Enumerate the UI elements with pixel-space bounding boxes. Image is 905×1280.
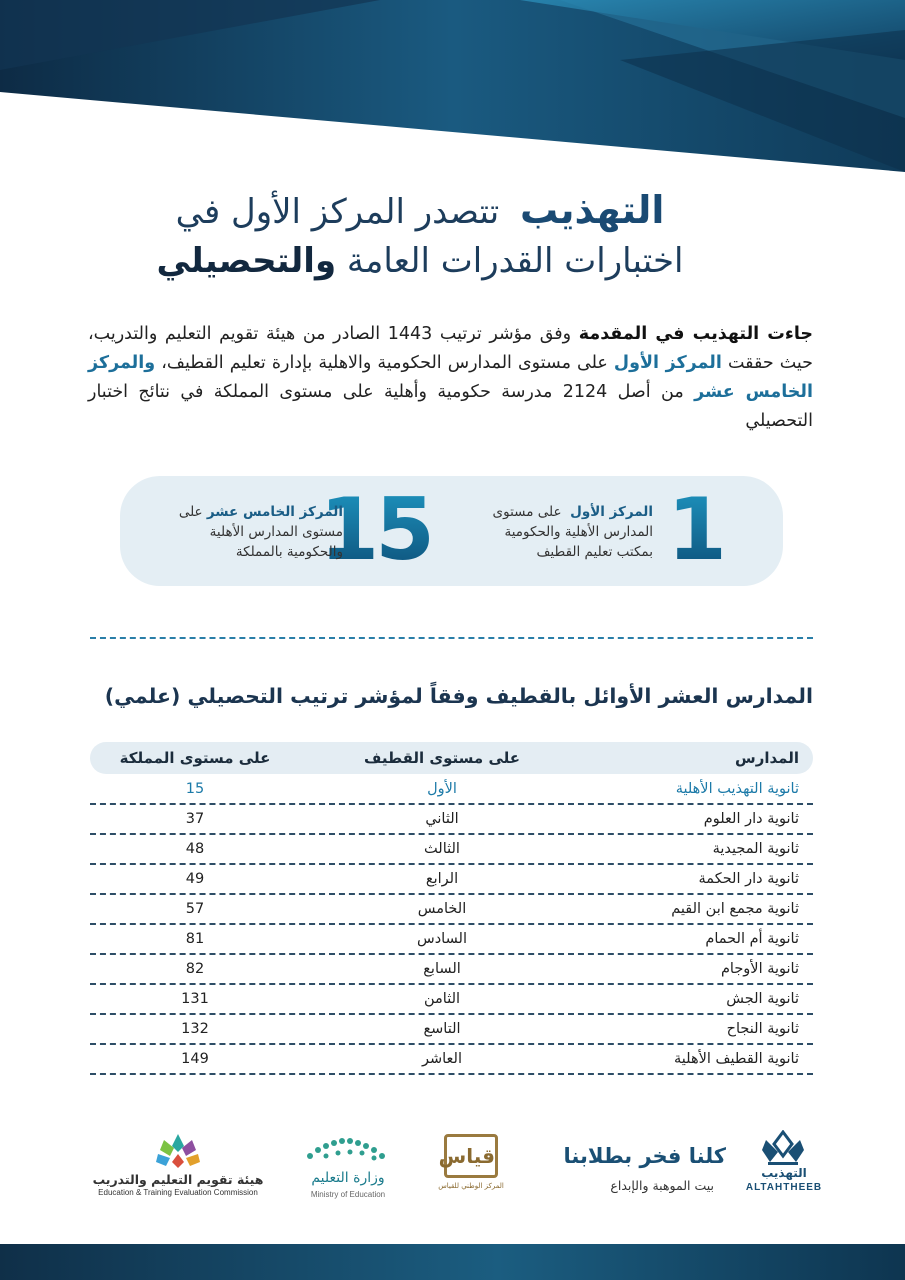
- stat-first-label: المركز الأول: [570, 504, 653, 520]
- tahtheeb-name-ar: التهذيب: [761, 1166, 807, 1180]
- intro-part-1: وفق مؤشر ترتيب 1443 الصادر من هيئة تقويم التعليم والتدريب، حيث حققت: [88, 324, 814, 373]
- stat-fifteen-text-3: والحكومية بالمملكة: [235, 544, 343, 560]
- headline-line-1-text: تتصدر المركز الأول في: [175, 192, 500, 232]
- qiyas-mark-text: قياس: [438, 1144, 495, 1168]
- intro-part-3: من أصل 2124 مدرسة حكومية وأهلية على مستوى المملكة في نتائج اختبار التحصيلي: [88, 382, 813, 431]
- etec-name-en: Education & Training Evaluation Commission: [98, 1188, 258, 1197]
- stat-fifteen-text-2: مستوى المدارس الأهلية: [209, 524, 343, 540]
- stat-fifteen-text-1: على: [178, 504, 203, 520]
- row-school: ثانوية التهذيب الأهلية: [675, 781, 799, 797]
- moe-logo: [300, 1130, 396, 1206]
- row-kingdom-rank: 48: [185, 841, 205, 857]
- slogan-main: كلنا فخر بطلابنا: [563, 1144, 726, 1168]
- stat-first-text: [493, 502, 653, 562]
- qiyas-logo: [438, 1130, 504, 1206]
- intro-lead: جاءت التهذيب في المقدمة: [578, 324, 813, 344]
- moe-name-ar: وزارة التعليم: [311, 1170, 385, 1186]
- slogan: [554, 1130, 726, 1206]
- table-row: [90, 895, 813, 925]
- moe-dots-icon: [304, 1134, 392, 1164]
- row-kingdom-rank: 81: [185, 931, 205, 947]
- row-kingdom-rank: 37: [185, 811, 205, 827]
- table-row: [90, 1015, 813, 1045]
- row-qatif-rank: الخامس: [417, 901, 467, 917]
- headline-line-2: [120, 236, 720, 286]
- intro-paragraph: [88, 320, 813, 436]
- tahtheeb-name-en: ALTAHTHEEB: [745, 1182, 823, 1193]
- intro-part-2: على مستوى المدارس الحكومية والاهلية بإدارة تعليم القطيف،: [155, 353, 614, 373]
- row-school: ثانوية أم الحمام: [705, 931, 799, 947]
- table-row: [90, 805, 813, 835]
- row-school: ثانوية دار الحكمة: [698, 871, 799, 887]
- etec-flower-icon: [154, 1132, 202, 1168]
- rankings-table: [90, 742, 813, 1075]
- table-row: [90, 1045, 813, 1075]
- slogan-sub: بيت الموهبة والإبداع: [610, 1178, 714, 1193]
- header-kingdom: على مستوى المملكة: [119, 749, 271, 767]
- row-qatif-rank: الرابع: [425, 871, 459, 887]
- qiyas-mark: [438, 1134, 498, 1178]
- stat-fifteen-number: 15: [319, 480, 431, 580]
- headline: [120, 186, 720, 286]
- table-header: [90, 742, 813, 774]
- moe-name-en: Ministry of Education: [310, 1190, 386, 1199]
- table-row: [90, 985, 813, 1015]
- tahtheeb-crown-icon: [760, 1130, 806, 1166]
- table-row: [90, 775, 813, 805]
- row-school: ثانوية الجش: [726, 991, 799, 1007]
- header-decoration: [0, 0, 905, 180]
- row-school: ثانوية النجاح: [726, 1021, 799, 1037]
- stat-first-text-2: المدارس الأهلية والحكومية: [504, 524, 653, 540]
- row-qatif-rank: الثالث: [424, 841, 460, 857]
- header-qatif: على مستوى القطيف: [364, 749, 520, 767]
- row-kingdom-rank: 82: [185, 961, 205, 977]
- headline-brand: التهذيب: [520, 188, 665, 232]
- tahtheeb-logo: [744, 1130, 824, 1206]
- row-kingdom-rank: 149: [181, 1051, 209, 1067]
- stat-first-text-3: بمكتب تعليم القطيف: [536, 544, 653, 560]
- row-qatif-rank: السابع: [423, 961, 461, 977]
- table-row: [90, 925, 813, 955]
- stat-fifteen-label: المركز الخامس عشر: [206, 504, 343, 520]
- table-title: المدارس العشر الأوائل بالقطيف وفقاً لمؤشر ترتيب التحصيلي (علمي): [104, 684, 813, 708]
- header-school: المدارس: [735, 749, 799, 767]
- stat-fifteen-text: [179, 502, 343, 562]
- qiyas-name: المركز الوطني للقياس: [438, 1182, 504, 1190]
- row-school: ثانوية دار العلوم: [703, 811, 799, 827]
- table-row: [90, 865, 813, 895]
- row-qatif-rank: الثامن: [423, 991, 461, 1007]
- row-school: ثانوية الأوجام: [720, 961, 799, 977]
- row-school: ثانوية القطيف الأهلية: [674, 1051, 799, 1067]
- headline-line-1: [120, 186, 720, 236]
- intro-fifteenth-place: والمركز الخامس عشر: [88, 353, 813, 402]
- footer-logos: [0, 1130, 905, 1210]
- stat-first-text-1: على مستوى: [492, 504, 562, 520]
- table-row: [90, 835, 813, 865]
- row-qatif-rank: الثاني: [425, 811, 459, 827]
- headline-line-2-text: اختبارات القدرات العامة: [346, 241, 684, 281]
- etec-name-ar: هيئة تقويم التعليم والتدريب: [92, 1172, 264, 1187]
- stat-first-number: 1: [667, 480, 723, 580]
- row-qatif-rank: التاسع: [423, 1021, 461, 1037]
- row-school: ثانوية مجمع ابن القيم: [671, 901, 799, 917]
- footer-band: [0, 1244, 905, 1280]
- etec-logo: [88, 1130, 268, 1206]
- row-kingdom-rank: 49: [185, 871, 205, 887]
- row-qatif-rank: السادس: [417, 931, 467, 947]
- intro-first-place: المركز الأول: [613, 353, 722, 373]
- row-kingdom-rank: 15: [185, 781, 205, 797]
- row-qatif-rank: العاشر: [421, 1051, 462, 1067]
- table-row: [90, 955, 813, 985]
- row-qatif-rank: الأول: [427, 781, 457, 797]
- section-divider: [90, 637, 813, 639]
- row-kingdom-rank: 57: [185, 901, 205, 917]
- row-kingdom-rank: 131: [181, 991, 209, 1007]
- row-kingdom-rank: 132: [181, 1021, 209, 1037]
- headline-line-2-bold: والتحصيلي: [156, 241, 337, 281]
- row-school: ثانوية المجيدية: [712, 841, 799, 857]
- stats-card: [120, 476, 783, 586]
- table-body: [90, 775, 813, 1075]
